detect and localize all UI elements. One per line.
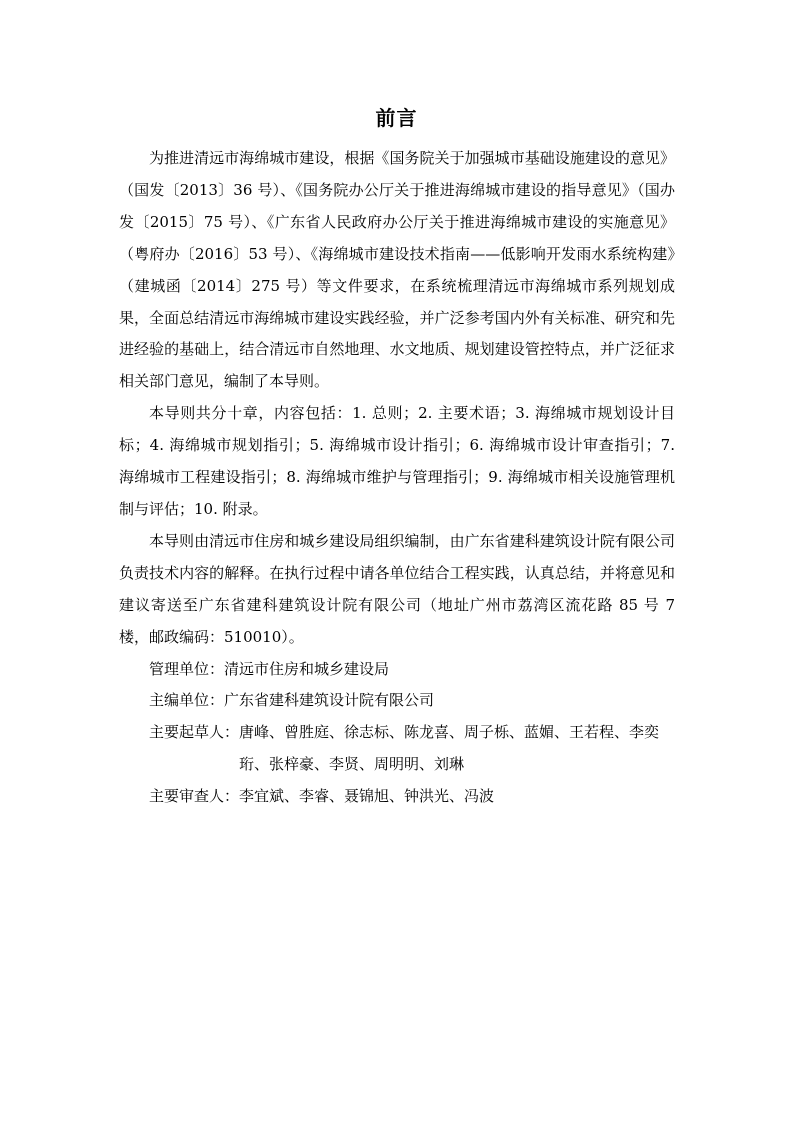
document-body <box>119 143 675 813</box>
compilation-paragraph: 本导则由清远市住房和城乡建设局组织编制，由广东省建科建筑设计院有限公司负责技术内容的解释。在执行过程中请各单位结合工程实践，认真总结，并将意见和建议寄送至广东省建科建筑设计院有限公司（地址广州市荔湾区流花路 85 号 7 楼，邮政编码：510010）。 <box>119 531 675 646</box>
chief-editor-unit: 主编单位：广东省建科建筑设计院有限公司 <box>149 691 435 710</box>
drafters-label: 主要起草人： <box>149 723 240 742</box>
drafters-list: 唐峰、曾胜庭、徐志标、陈龙喜、周子栎、蓝媚、王若程、李奕珩、张梓豪、李贤、周明明、刘琳 <box>239 723 660 774</box>
reviewers-label: 主要审查人： <box>149 787 240 806</box>
reviewers-block <box>119 781 675 813</box>
management-unit: 管理单位：清远市住房和城乡建设局 <box>149 659 390 678</box>
reviewers-list: 李宜斌、李睿、聂锦旭、钟洪光、冯波 <box>239 787 495 806</box>
intro-paragraph: 为推进清远市海绵城市建设，根据《国务院关于加强城市基础设施建设的意见》（国发〔2013〕36 号）、《国务院办公厅关于推进海绵城市建设的指导意见》（国办发〔2015〕75 号）、《广东省人民政府办公厅关于推进海绵城市建设的实施意见》（粤府办〔2016〕53 号）、《海绵城市建设技术指南——低影响开发雨水系统构建》（建城函〔2014〕275 号）等文件要求，在系统梳理清远市海绵城市系列规划成果，全面总结清远市海绵城市建设实践经验，并广泛参考国内外有关标准、研究和先进经验的基础上，结合清远市自然地理、水文地质、规划建设管控特点，并广泛征求相关部门意见，编制了本导则。 <box>119 149 675 391</box>
contents-paragraph: 本导则共分十章，内容包括：1. 总则；2. 主要术语；3. 海绵城市规划设计目标；4. 海绵城市规划指引；5. 海绵城市设计指引；6. 海绵城市设计审查指引；7. 海绵城市工程建设指引；8. 海绵城市维护与管理指引；9. 海绵城市相关设施管理机制与评估；10. 附录。 <box>119 404 675 518</box>
drafters-block <box>119 717 675 781</box>
page-title: 前言 <box>375 106 418 130</box>
